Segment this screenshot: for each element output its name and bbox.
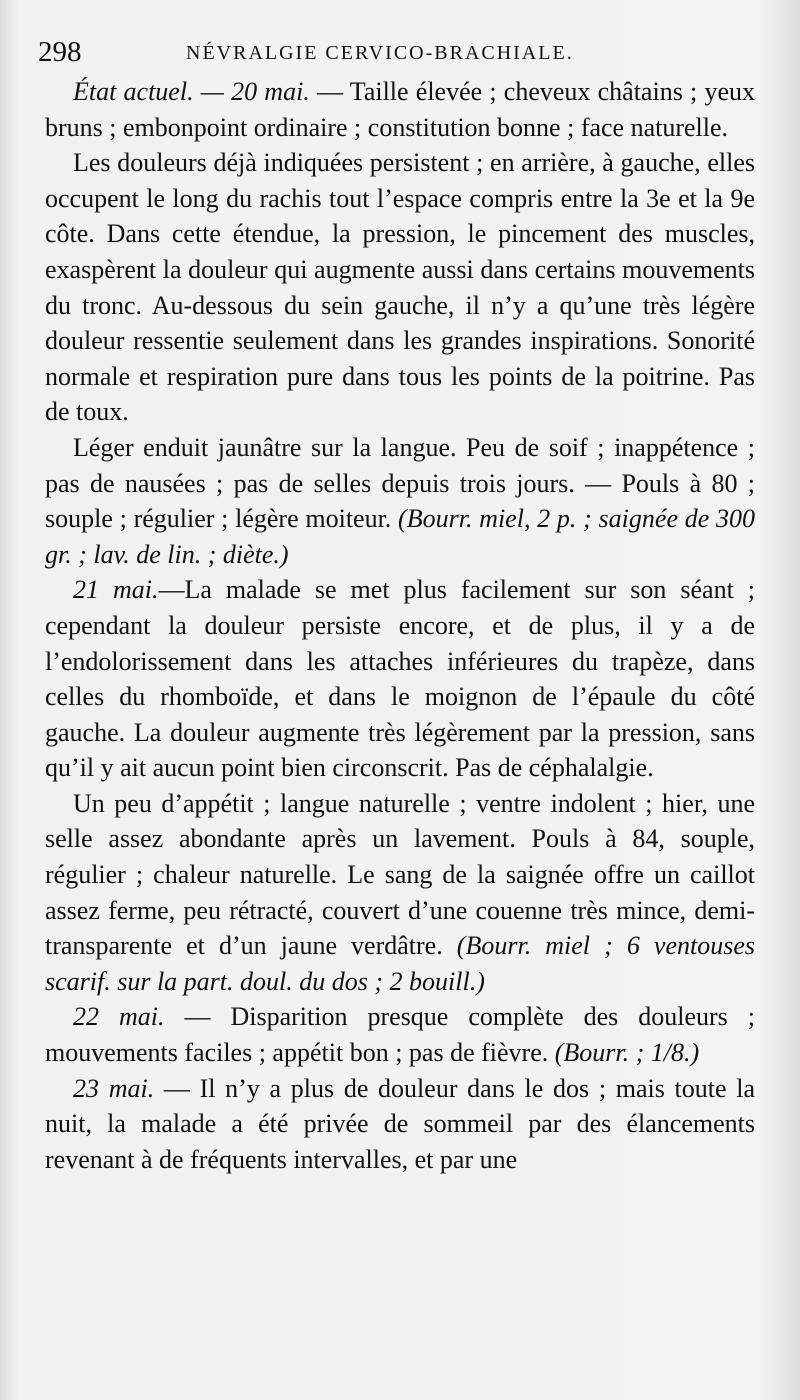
paragraph-22-mai (45, 999, 755, 1070)
prescription-text: (Bourr. miel ; 6 ventouses scarif. sur la part. doul. du dos ; 2 bouill.) (45, 931, 755, 996)
paragraph-douleurs (45, 145, 755, 430)
paragraph-text: —La malade se met plus facilement sur son séant ; cependant la douleur persiste encore, et de plus, il y a de l’endolorissement dans les attaches inférieures du trapèze, dans celles du rhomboïde, et dans le moignon de l’épaule du côté gauche. La douleur augmente très légèrement par la pression, sans qu’il y ait aucun point bien circonscrit. Pas de céphalalgie. (45, 575, 756, 783)
paragraph-lead: 21 mai. (73, 575, 159, 605)
paragraph-text: — Disparition presque complète des douleurs ; mouvements faciles ; appétit bon ; pas de fièvre. (45, 1002, 756, 1068)
page-number: 298 (38, 36, 82, 68)
paragraph-lead: 23 mai. (73, 1073, 155, 1103)
paragraph-text: — Il n’y a plus de douleur dans le dos ; mais toute la nuit, la malade a été privée de sommeil par des élancements revenant à de fréquents intervalles, et par une (45, 1073, 755, 1174)
prescription-text: (Bourr. ; 1/8.) (554, 1038, 700, 1068)
paragraph-23-mai (45, 1071, 755, 1178)
paragraph-21-mai (45, 572, 755, 786)
paragraph-etat-actuel (45, 74, 755, 145)
paragraph-lead: 22 mai. (73, 1002, 165, 1032)
paragraph-text: Un peu d’appétit ; langue naturelle ; ventre indolent ; hier, une selle assez abondante après un lavement. Pouls à 84, souple, régulier ; chaleur naturelle. Le sang de la saignée offre un caillot assez ferme, peu rétracté, couvert d’une couenne très mince, demi-transparente et d’un jaune verdâtre. (45, 788, 755, 961)
body-text (45, 74, 755, 1177)
paragraph-enduit (45, 430, 755, 572)
prescription-text: (Bourr. miel, 2 p. ; saignée de 300 gr. ; lav. de lin. ; diète.) (45, 504, 755, 569)
running-head: NÉVRALGIE CERVICO-BRACHIALE. (186, 42, 574, 64)
paragraph-appetit (45, 786, 755, 1000)
page-header (38, 36, 760, 72)
paragraph-text: — Taille élevée ; cheveux châtains ; yeux bruns ; embonpoint ordinaire ; constitution bonne ; face naturelle. (45, 77, 755, 142)
paragraph-lead: État actuel. — 20 mai. (73, 77, 310, 106)
paragraph-text: Léger enduit jaunâtre sur la langue. Peu de soif ; inappétence ; pas de nausées ; pas de selles depuis trois jours. — Pouls à 80 ; souple ; régulier ; légère moiteur. (45, 432, 755, 534)
paragraph-text: Les douleurs déjà indiquées persistent ; en arrière, à gauche, elles occupent le long du rachis tout l’espace compris entre la 3e et la 9e côte. Dans cette étendue, la pression, le pincement des muscles, exaspèrent la douleur qui augmente aussi dans certains mouvements du tronc. Au-dessous du sein gauche, il n’y a qu’une très légère douleur ressentie seulement dans les grandes inspirations. Sonorité normale et respiration pure dans tous les points de la poitrine. Pas de toux. (45, 148, 755, 427)
